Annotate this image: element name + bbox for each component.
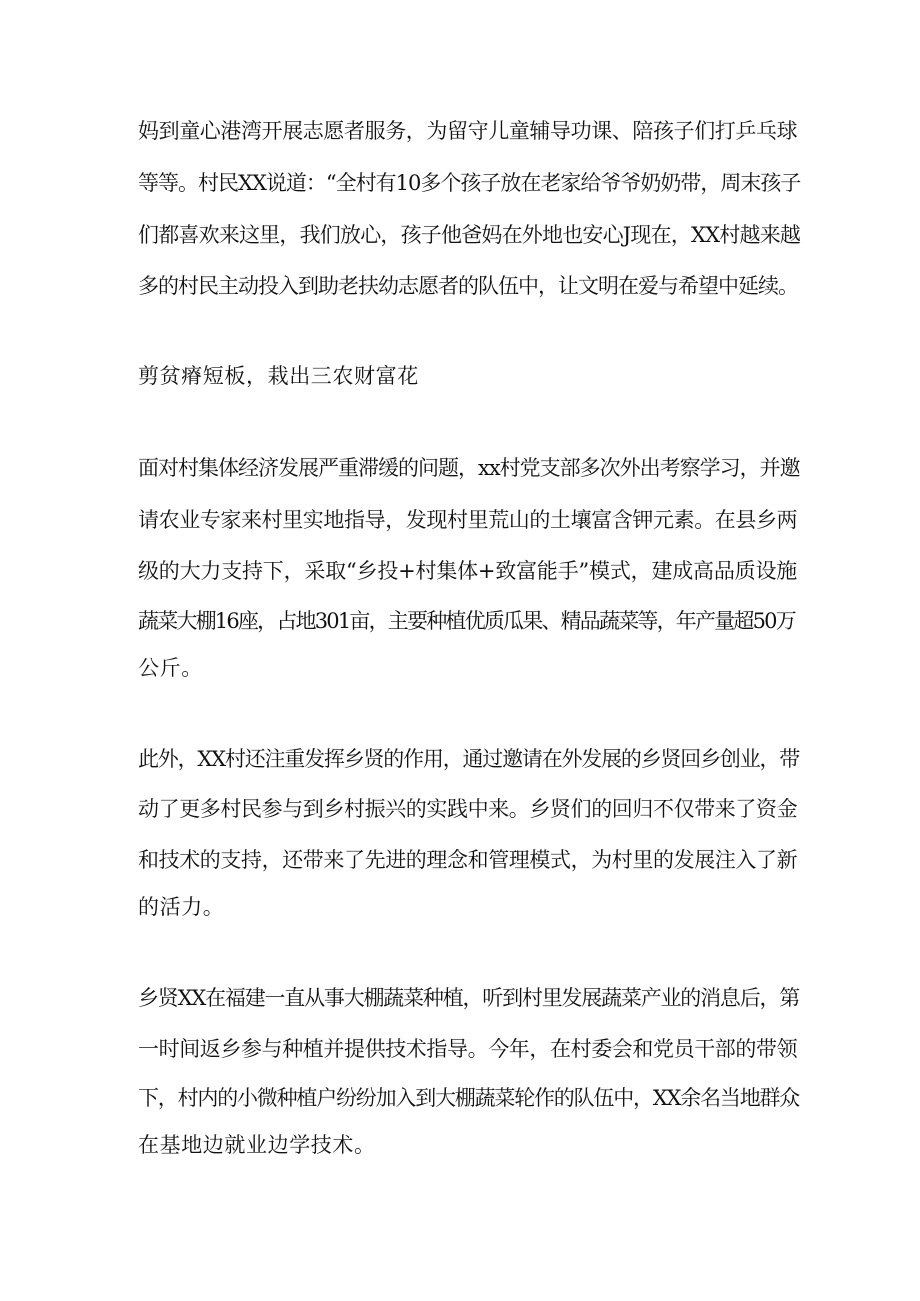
paragraph-line: 蔬菜大棚16座，占地301亩，主要种植优质瓜果、精品蔬菜等，年产量超50万: [138, 609, 795, 633]
paragraph-line: 级的大力支持下，采取“乡投+村集体+致富能手”模式，建成高品质设施: [138, 559, 798, 583]
paragraph-line: 在基地边就业边学技术。: [138, 1133, 376, 1157]
section-heading: 剪贫瘠短板，栽出三农财富花: [138, 364, 419, 388]
paragraph-line: 面对村集体经济发展严重滞缓的问题，xx村党支部多次外出考察学习，并邀: [138, 456, 800, 480]
paragraph-line: 们都喜欢来这里，我们放心，孩子他爸妈在外地也安心J现在，XX村越来越: [138, 223, 801, 247]
paragraph-line: 动了更多村民参与到乡村振兴的实践中来。乡贤们的回归不仅带来了资金: [138, 797, 798, 821]
paragraph-line: 多的村民主动投入到助老扶幼志愿者的队伍中，让文明在爱与希望中延续。: [138, 274, 798, 298]
paragraph-line: 和技术的支持，还带来了先进的理念和管理模式，为村里的发展注入了新: [138, 848, 798, 872]
paragraph-line: 此外，XX村还注重发挥乡贤的作用，通过邀请在外发展的乡贤回乡创业，带: [138, 747, 800, 771]
paragraph-line: 的活力。: [138, 895, 225, 919]
paragraph-line: 一时间返乡参与种植并提供技术指导。今年，在村委会和党员干部的带领: [138, 1037, 798, 1061]
paragraph-line: 妈到童心港湾开展志愿者服务，为留守儿童辅导功课、陪孩子们打乒乓球: [138, 119, 798, 143]
paragraph-line: 公斤。: [138, 656, 203, 680]
paragraph-line: 下，村内的小微种植户纷纷加入到大棚蔬菜轮作的队伍中，XX余名当地群众: [138, 1086, 800, 1110]
paragraph-line: 请农业专家来村里实地指导，发现村里荒山的土壤富含钾元素。在县乡两: [138, 508, 798, 532]
paragraph-line: 等等。村民XX说道：“全村有10多个孩子放在老家给爷爷奶奶带，周末孩子: [138, 171, 801, 195]
paragraph-line: 乡贤XX在福建一直从事大棚蔬菜种植，听到村里发展蔬菜产业的消息后，第: [138, 986, 800, 1010]
